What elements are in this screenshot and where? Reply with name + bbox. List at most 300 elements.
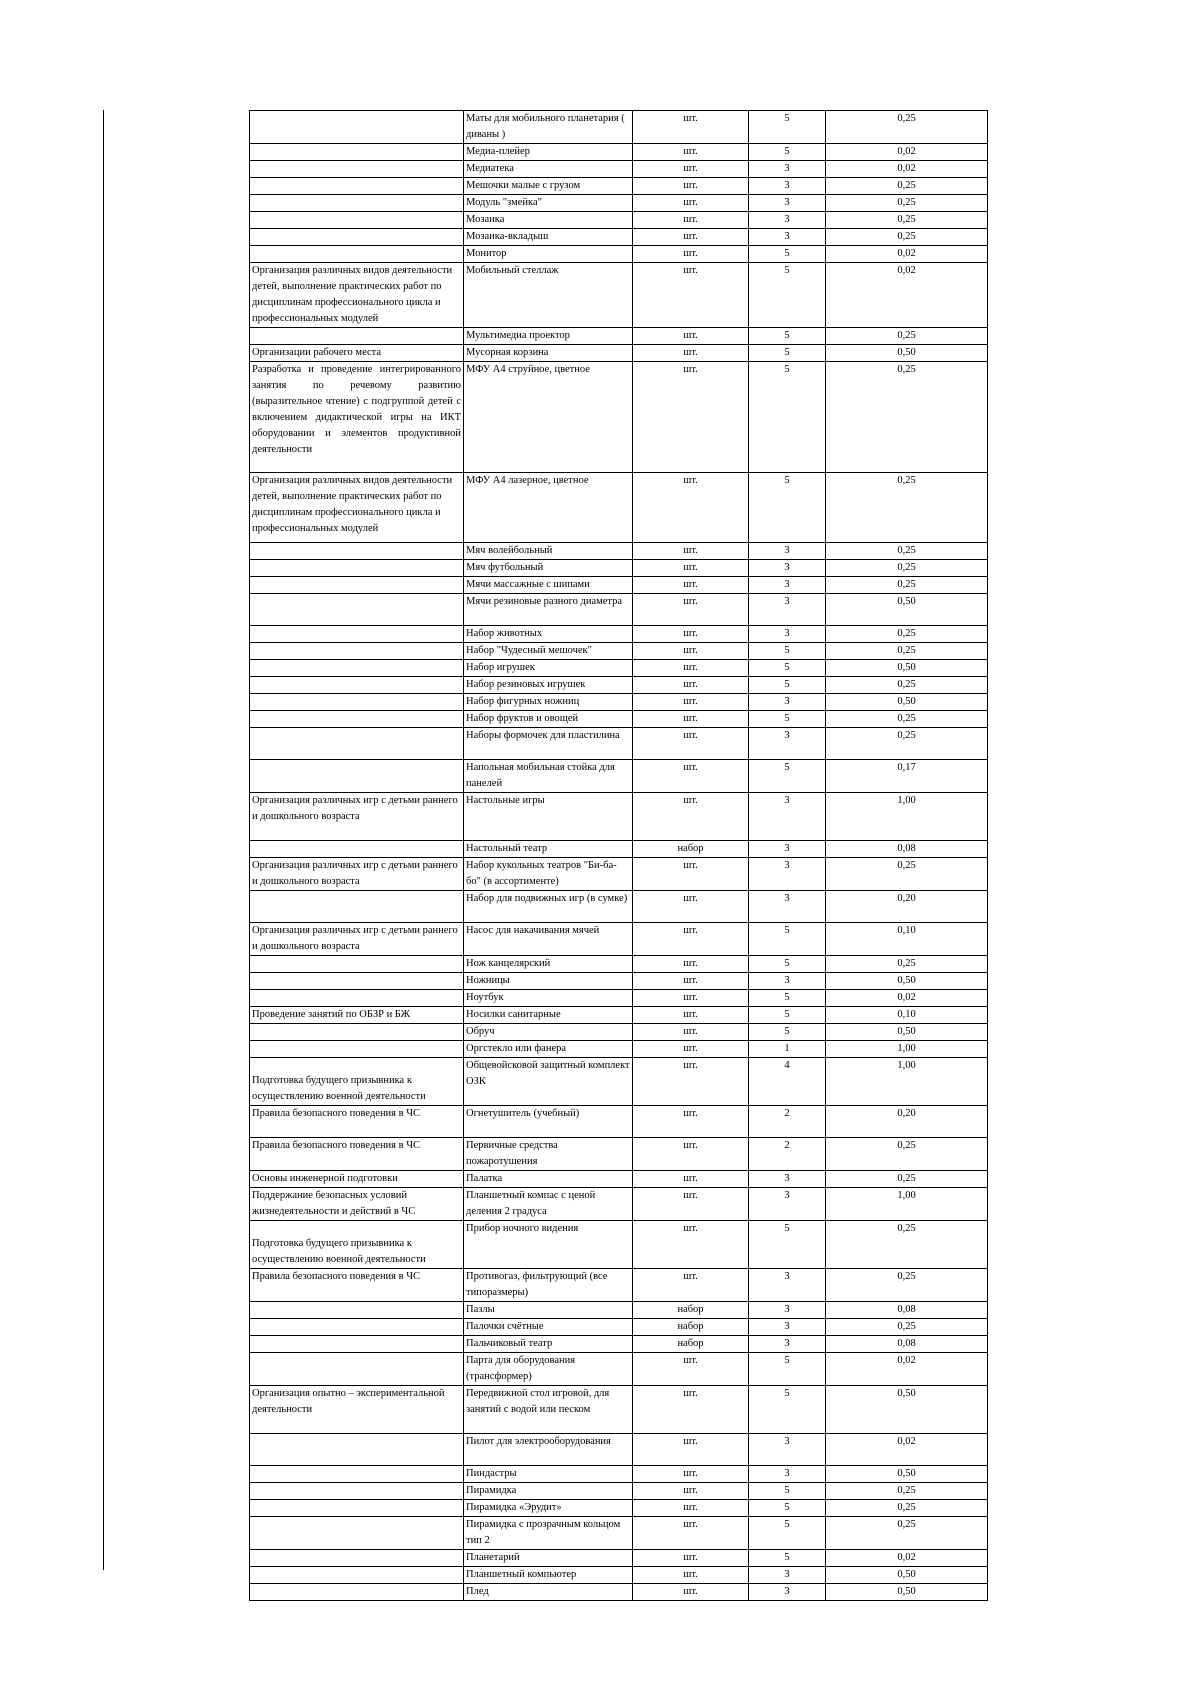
table-row [250,178,988,195]
item-name-cell: Плед [464,1584,633,1601]
table-row [250,1024,988,1041]
coefficient-cell: 0,25 [826,473,988,543]
item-name-cell: Планетарий [464,1550,633,1567]
item-name-cell: Мяч волейбольный [464,543,633,560]
item-name-cell: Оргстекло или фанера [464,1041,633,1058]
activity-cell [250,1041,464,1058]
unit-cell: набор [633,1336,749,1353]
item-name-cell: Мозаика-вкладыш [464,229,633,246]
quantity-cell: 5 [749,660,826,677]
table-row [250,1466,988,1483]
activity-cell [250,195,464,212]
unit-cell: шт. [633,923,749,956]
unit-cell: шт. [633,560,749,577]
table-row [250,973,988,990]
item-name-cell: Медиа-плейер [464,144,633,161]
quantity-cell: 2 [749,1106,826,1138]
coefficient-cell: 1,00 [826,1041,988,1058]
quantity-cell: 5 [749,246,826,263]
activity-cell [250,1584,464,1601]
quantity-cell: 5 [749,473,826,543]
activity-cell [250,1517,464,1550]
unit-cell: шт. [633,195,749,212]
unit-cell: шт. [633,1058,749,1106]
unit-cell: набор [633,1319,749,1336]
item-name-cell: Планшетный компьютер [464,1567,633,1584]
table-row [250,1007,988,1024]
quantity-cell: 5 [749,1550,826,1567]
coefficient-cell: 0,25 [826,1269,988,1302]
quantity-cell: 1 [749,1041,826,1058]
item-name-cell: Насос для накачивания мячей [464,923,633,956]
coefficient-cell: 0,50 [826,694,988,711]
quantity-cell: 5 [749,1024,826,1041]
activity-cell [250,212,464,229]
item-name-cell: Планшетный компас с ценой деления 2 градуса [464,1188,633,1221]
item-name-cell: МФУ А4 лазерное, цветное [464,473,633,543]
unit-cell: шт. [633,345,749,362]
unit-cell: шт. [633,328,749,345]
quantity-cell: 5 [749,263,826,328]
unit-cell: шт. [633,1483,749,1500]
activity-cell [250,956,464,973]
table-row [250,1336,988,1353]
coefficient-cell: 0,25 [826,728,988,760]
table-row [250,1302,988,1319]
coefficient-cell: 0,50 [826,345,988,362]
quantity-cell: 5 [749,1483,826,1500]
activity-cell [250,229,464,246]
item-name-cell: Набор животных [464,626,633,643]
equipment-table-body [250,111,988,1601]
unit-cell: шт. [633,891,749,923]
activity-cell: Организация различных видов деятельности детей, выполнение практических работ по дисциплинам профессионального цикла и профессиональных модулей [250,263,464,328]
unit-cell: шт. [633,1466,749,1483]
item-name-cell: Мячи массажные с шипами [464,577,633,594]
activity-cell [250,1434,464,1466]
table-row [250,643,988,660]
table-row [250,473,988,543]
quantity-cell: 5 [749,362,826,473]
unit-cell: шт. [633,677,749,694]
table-row [250,1550,988,1567]
item-name-cell: Пальчиковый театр [464,1336,633,1353]
item-name-cell: Набор "Чудесный мешочек" [464,643,633,660]
unit-cell: шт. [633,728,749,760]
activity-cell: Организация различных видов деятельности детей, выполнение практических работ по дисциплинам профессионального цикла и профессиональных модулей [250,473,464,543]
coefficient-cell: 0,50 [826,660,988,677]
activity-cell [250,543,464,560]
table-row [250,594,988,626]
activity-cell [250,111,464,144]
table-row [250,1188,988,1221]
quantity-cell: 3 [749,841,826,858]
item-name-cell: Набор фигурных ножниц [464,694,633,711]
table-row [250,1386,988,1434]
quantity-cell: 3 [749,626,826,643]
coefficient-cell: 0,25 [826,1517,988,1550]
item-name-cell: Модуль "змейка" [464,195,633,212]
table-row [250,1171,988,1188]
coefficient-cell: 0,25 [826,956,988,973]
unit-cell: шт. [633,660,749,677]
coefficient-cell: 0,02 [826,144,988,161]
coefficient-cell: 0,25 [826,212,988,229]
item-name-cell: Мобильный стеллаж [464,263,633,328]
unit-cell: шт. [633,594,749,626]
coefficient-cell: 1,00 [826,793,988,841]
item-name-cell: Напольная мобильная стойка для панелей [464,760,633,793]
quantity-cell: 5 [749,711,826,728]
quantity-cell: 5 [749,1353,826,1386]
quantity-cell: 3 [749,694,826,711]
coefficient-cell: 0,02 [826,1550,988,1567]
item-name-cell: Набор кукольных театров "Би-ба-бо" (в ассортименте) [464,858,633,891]
quantity-cell: 3 [749,195,826,212]
table-row [250,891,988,923]
quantity-cell: 3 [749,161,826,178]
activity-cell: Проведение занятий по ОБЗР и БЖ [250,1007,464,1024]
table-row [250,1106,988,1138]
item-name-cell: Пирамидка [464,1483,633,1500]
activity-cell: Организация различных игр с детьми раннего и дошкольного возраста [250,923,464,956]
unit-cell: шт. [633,973,749,990]
unit-cell: шт. [633,643,749,660]
coefficient-cell: 0,25 [826,1171,988,1188]
activity-cell [250,728,464,760]
activity-cell: Основы инженерной подготовки [250,1171,464,1188]
coefficient-cell: 0,25 [826,1138,988,1171]
table-row [250,577,988,594]
quantity-cell: 5 [749,1221,826,1269]
quantity-cell: 3 [749,1302,826,1319]
quantity-cell: 2 [749,1138,826,1171]
activity-cell: Организация различных игр с детьми раннего и дошкольного возраста [250,793,464,841]
unit-cell: шт. [633,793,749,841]
table-row [250,858,988,891]
coefficient-cell: 0,50 [826,594,988,626]
table-row [250,144,988,161]
unit-cell: шт. [633,1024,749,1041]
activity-cell [250,1319,464,1336]
coefficient-cell: 0,25 [826,328,988,345]
activity-cell [250,973,464,990]
quantity-cell: 3 [749,543,826,560]
coefficient-cell: 0,02 [826,161,988,178]
coefficient-cell: 0,25 [826,577,988,594]
activity-cell [250,1353,464,1386]
quantity-cell: 5 [749,328,826,345]
table-row [250,1567,988,1584]
equipment-table [249,110,988,1601]
table-row [250,660,988,677]
quantity-cell: 3 [749,1584,826,1601]
coefficient-cell: 0,50 [826,1567,988,1584]
item-name-cell: Мусорная корзина [464,345,633,362]
unit-cell: шт. [633,1007,749,1024]
quantity-cell: 3 [749,560,826,577]
quantity-cell: 3 [749,728,826,760]
coefficient-cell: 0,25 [826,1319,988,1336]
table-row [250,760,988,793]
unit-cell: шт. [633,1584,749,1601]
quantity-cell: 5 [749,1500,826,1517]
table-row [250,161,988,178]
item-name-cell: Ножницы [464,973,633,990]
quantity-cell: 5 [749,1007,826,1024]
item-name-cell: Огнетушитель (учебный) [464,1106,633,1138]
unit-cell: шт. [633,711,749,728]
coefficient-cell: 0,02 [826,990,988,1007]
table-row [250,345,988,362]
coefficient-cell: 0,25 [826,643,988,660]
table-row [250,1517,988,1550]
coefficient-cell: 0,25 [826,543,988,560]
coefficient-cell: 0,50 [826,1466,988,1483]
activity-cell [250,328,464,345]
activity-cell: Разработка и проведение интегрированного занятия по речевому развитию (выразительное чтение) с подгруппой детей с включением дидактической игры на ИКТ оборудовании и элементов продуктивной деятельности [250,362,464,473]
quantity-cell: 5 [749,923,826,956]
quantity-cell: 5 [749,990,826,1007]
activity-cell [250,660,464,677]
table-row [250,195,988,212]
unit-cell: шт. [633,1550,749,1567]
quantity-cell: 3 [749,1171,826,1188]
coefficient-cell: 1,00 [826,1058,988,1106]
unit-cell: шт. [633,1434,749,1466]
coefficient-cell: 0,10 [826,1007,988,1024]
unit-cell: шт. [633,1171,749,1188]
unit-cell: шт. [633,1386,749,1434]
page-margin-line [103,110,104,1570]
item-name-cell: Нож канцелярский [464,956,633,973]
quantity-cell: 5 [749,144,826,161]
table-row [250,1221,988,1269]
quantity-cell: 3 [749,858,826,891]
quantity-cell: 3 [749,229,826,246]
table-row [250,711,988,728]
item-name-cell: Монитор [464,246,633,263]
table-row [250,841,988,858]
table-row [250,1500,988,1517]
activity-cell [250,178,464,195]
activity-cell [250,594,464,626]
table-row [250,1319,988,1336]
item-name-cell: Набор игрушек [464,660,633,677]
item-name-cell: Общевойсковой защитный комплект ОЗК [464,1058,633,1106]
quantity-cell: 5 [749,956,826,973]
coefficient-cell: 0,25 [826,677,988,694]
table-row [250,694,988,711]
activity-cell: Правила безопасного поведения в ЧС [250,1106,464,1138]
item-name-cell: Обруч [464,1024,633,1041]
activity-cell [250,626,464,643]
activity-cell: Организация опытно – экспериментальной деятельности [250,1386,464,1434]
item-name-cell: Пирамидка «Эрудит» [464,1500,633,1517]
activity-cell [250,161,464,178]
coefficient-cell: 0,17 [826,760,988,793]
unit-cell: шт. [633,111,749,144]
coefficient-cell: 0,50 [826,1386,988,1434]
coefficient-cell: 0,50 [826,1024,988,1041]
coefficient-cell: 0,25 [826,195,988,212]
activity-cell [250,760,464,793]
table-row [250,793,988,841]
unit-cell: шт. [633,1567,749,1584]
quantity-cell: 3 [749,1269,826,1302]
table-row [250,1353,988,1386]
item-name-cell: Мяч футбольный [464,560,633,577]
unit-cell: шт. [633,263,749,328]
activity-cell [250,144,464,161]
unit-cell: шт. [633,362,749,473]
unit-cell: шт. [633,1106,749,1138]
item-name-cell: Парта для оборудования (трансформер) [464,1353,633,1386]
coefficient-cell: 0,25 [826,1500,988,1517]
item-name-cell: Маты для мобильного планетария ( диваны ) [464,111,633,144]
table-row [250,1058,988,1106]
coefficient-cell: 0,50 [826,1584,988,1601]
unit-cell: шт. [633,626,749,643]
quantity-cell: 3 [749,793,826,841]
activity-cell [250,841,464,858]
activity-cell [250,694,464,711]
item-name-cell: Набор резиновых игрушек [464,677,633,694]
coefficient-cell: 0,02 [826,246,988,263]
activity-cell: Подготовка будущего призывника к осуществлению военной деятельности [250,1221,464,1269]
item-name-cell: Пилот для электрооборудования [464,1434,633,1466]
unit-cell: шт. [633,543,749,560]
coefficient-cell: 1,00 [826,1188,988,1221]
unit-cell: набор [633,841,749,858]
unit-cell: шт. [633,760,749,793]
table-row [250,328,988,345]
coefficient-cell: 0,20 [826,1106,988,1138]
quantity-cell: 3 [749,1336,826,1353]
table-row [250,1269,988,1302]
coefficient-cell: 0,02 [826,1353,988,1386]
activity-cell [250,1024,464,1041]
coefficient-cell: 0,25 [826,626,988,643]
activity-cell [250,643,464,660]
item-name-cell: Настольный театр [464,841,633,858]
coefficient-cell: 0,08 [826,1302,988,1319]
item-name-cell: Прибор ночного видения [464,1221,633,1269]
activity-cell: Организации рабочего места [250,345,464,362]
quantity-cell: 3 [749,1567,826,1584]
quantity-cell: 5 [749,677,826,694]
table-row [250,677,988,694]
activity-cell: Организация различных игр с детьми раннего и дошкольного возраста [250,858,464,891]
activity-cell [250,711,464,728]
unit-cell: шт. [633,178,749,195]
activity-cell [250,577,464,594]
coefficient-cell: 0,02 [826,1434,988,1466]
item-name-cell: Пирамидка с прозрачным кольцом тип 2 [464,1517,633,1550]
coefficient-cell: 0,25 [826,362,988,473]
quantity-cell: 5 [749,643,826,660]
coefficient-cell: 0,25 [826,178,988,195]
unit-cell: шт. [633,858,749,891]
quantity-cell: 3 [749,1434,826,1466]
quantity-cell: 5 [749,1517,826,1550]
activity-cell [250,677,464,694]
coefficient-cell: 0,25 [826,858,988,891]
unit-cell: шт. [633,246,749,263]
unit-cell: шт. [633,1269,749,1302]
item-name-cell: Мячи резиновые разного диаметра [464,594,633,626]
table-row [250,111,988,144]
coefficient-cell: 0,25 [826,1483,988,1500]
activity-cell [250,1302,464,1319]
unit-cell: шт. [633,1517,749,1550]
table-row [250,923,988,956]
quantity-cell: 3 [749,178,826,195]
unit-cell: набор [633,1302,749,1319]
coefficient-cell: 0,25 [826,711,988,728]
quantity-cell: 3 [749,577,826,594]
item-name-cell: Палочки счётные [464,1319,633,1336]
unit-cell: шт. [633,577,749,594]
table-row [250,956,988,973]
coefficient-cell: 0,10 [826,923,988,956]
item-name-cell: Наборы формочек для пластилина [464,728,633,760]
quantity-cell: 3 [749,1188,826,1221]
unit-cell: шт. [633,1353,749,1386]
item-name-cell: Пиндастры [464,1466,633,1483]
coefficient-cell: 0,25 [826,560,988,577]
table-row [250,543,988,560]
table-row [250,560,988,577]
table-row [250,1434,988,1466]
table-row [250,1041,988,1058]
coefficient-cell: 0,25 [826,1221,988,1269]
coefficient-cell: 0,08 [826,1336,988,1353]
unit-cell: шт. [633,990,749,1007]
unit-cell: шт. [633,1188,749,1221]
unit-cell: шт. [633,1221,749,1269]
quantity-cell: 4 [749,1058,826,1106]
activity-cell [250,990,464,1007]
activity-cell [250,891,464,923]
coefficient-cell: 0,25 [826,229,988,246]
item-name-cell: МФУ А4 струйное, цветное [464,362,633,473]
unit-cell: шт. [633,229,749,246]
item-name-cell: Первичные средства пожаротушения [464,1138,633,1171]
unit-cell: шт. [633,144,749,161]
item-name-cell: Набор для подвижных игр (в сумке) [464,891,633,923]
item-name-cell: Мультимедиа проектор [464,328,633,345]
item-name-cell: Набор фруктов и овощей [464,711,633,728]
coefficient-cell: 0,08 [826,841,988,858]
coefficient-cell: 0,20 [826,891,988,923]
table-row [250,990,988,1007]
activity-cell: Правила безопасного поведения в ЧС [250,1138,464,1171]
activity-cell [250,560,464,577]
item-name-cell: Мешочки малые с грузом [464,178,633,195]
activity-cell [250,1483,464,1500]
activity-cell: Подготовка будущего призывника к осуществлению военной деятельности [250,1058,464,1106]
quantity-cell: 5 [749,111,826,144]
table-row [250,728,988,760]
table-row [250,1483,988,1500]
activity-cell [250,1567,464,1584]
unit-cell: шт. [633,956,749,973]
activity-cell [250,1336,464,1353]
table-row [250,1584,988,1601]
item-name-cell: Ноутбук [464,990,633,1007]
unit-cell: шт. [633,694,749,711]
